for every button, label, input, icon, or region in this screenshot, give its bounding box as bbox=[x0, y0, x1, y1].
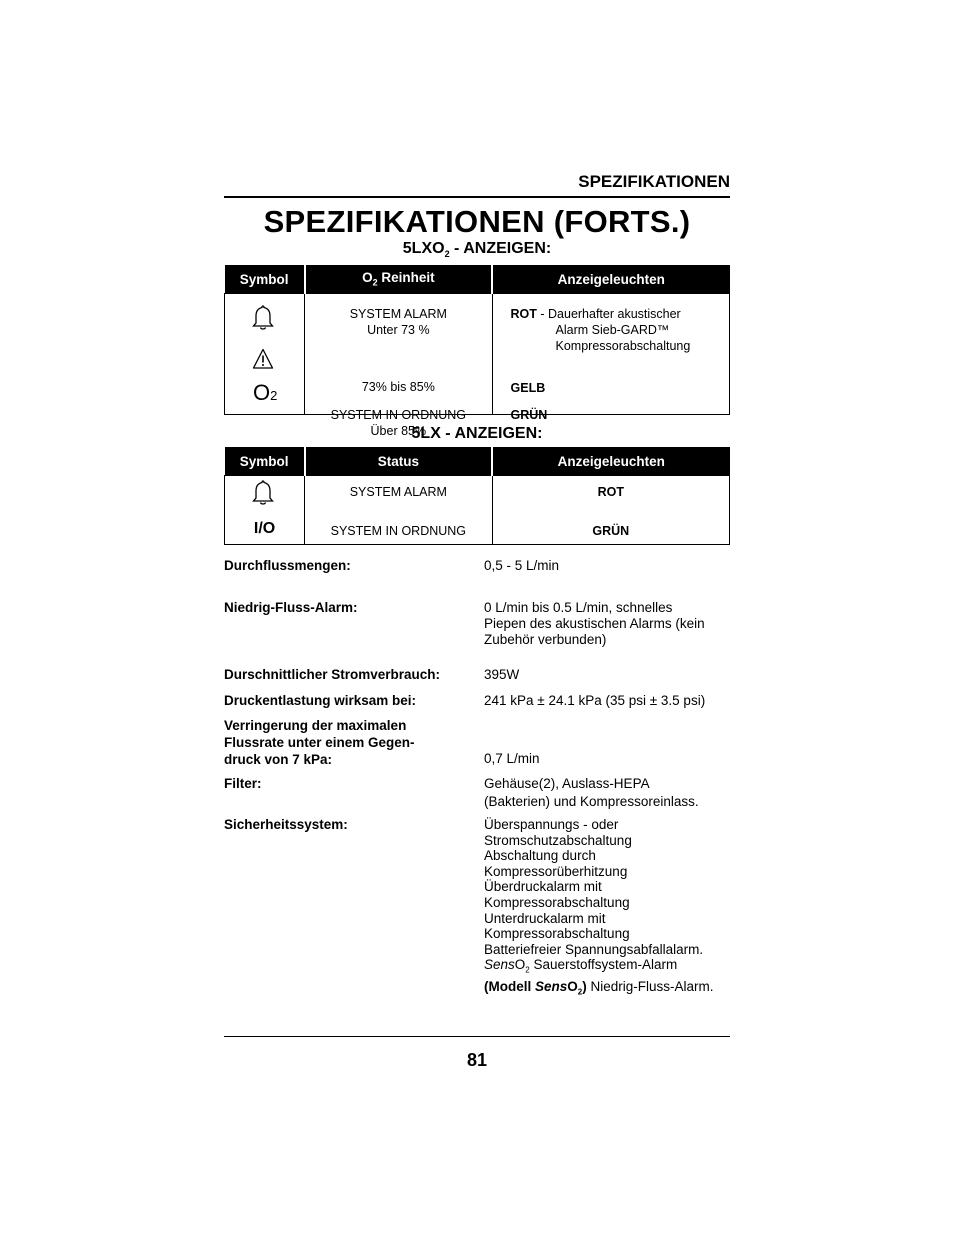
table1-symbol-cell bbox=[225, 294, 305, 415]
table2-col-status: Status bbox=[305, 447, 492, 476]
page-title: SPEZIFIKATIONEN (FORTS.) bbox=[263, 204, 691, 239]
table-row bbox=[225, 294, 730, 415]
spec-flow-value: 0,5 - 5 L/min bbox=[484, 558, 560, 573]
table2-col-symbol: Symbol bbox=[225, 447, 305, 476]
bell-icon bbox=[251, 479, 275, 507]
warning-icon bbox=[252, 348, 274, 370]
table1-header-row bbox=[225, 265, 730, 294]
table1-row2-light: GELB bbox=[510, 381, 546, 395]
table1-status-cell bbox=[305, 294, 492, 438]
page-number: 81 bbox=[466, 1050, 488, 1070]
header-rule bbox=[224, 196, 730, 198]
table1-col-symbol: Symbol bbox=[225, 265, 305, 294]
table1-row1-status: SYSTEM ALARM Unter 73 % bbox=[349, 307, 447, 337]
table-row bbox=[225, 476, 730, 545]
table1-col-purity: $O_2$ Reinheit bbox=[305, 265, 492, 294]
table1-row3-light: GRÜN bbox=[510, 408, 548, 422]
table1-row1-light: ROT - Dauerhafter akustischer Alarm Sieb-GARD™ Kompressorabschaltung bbox=[510, 307, 691, 353]
spec-safety-value: Überspannungs - oder Stromschutzabschaltung Abschaltung durch Kompressorüberhitzung Überdruckalarm mit Kompressorabschaltung Unterdruckalarm mit Kompressorabschaltung Batteriefreier Spannungsabfallalarm. SensO$_2$ Sauerstoffsystem-Alarm (Modell SensO$_2$) Niedrig-Fluss-Alarm. bbox=[484, 817, 714, 997]
table2-caption: 5LX - ANZEIGEN: bbox=[411, 425, 543, 442]
spec-reduction-value: 0,7 L/min bbox=[484, 751, 540, 766]
spec-power-value: 395W bbox=[484, 667, 520, 682]
spec-reduction-label: Verringerung der maximalen Flussrate unter einem Gegen- druck von 7 kPa: bbox=[224, 718, 415, 767]
table-5lx-indicators bbox=[224, 447, 730, 545]
spec-pressure-value: 241 kPa ± 24.1 kPa (35 psi ± 3.5 psi) bbox=[484, 693, 706, 708]
footer-rule bbox=[224, 1036, 730, 1037]
table2-col-lights: Anzeigeleuchten bbox=[492, 447, 729, 476]
section-header: SPEZIFIKATIONEN bbox=[578, 172, 730, 191]
table2-symbol-cell bbox=[225, 476, 305, 545]
table2-row1-light: ROT bbox=[597, 485, 624, 499]
table1-row3-status: SYSTEM IN ORDNUNG Über 85% bbox=[330, 408, 467, 438]
spec-safety-label: Sicherheitssystem: bbox=[224, 817, 348, 832]
table1-row2-status: 73% bis 85% bbox=[361, 380, 435, 394]
power-io-symbol: I/O bbox=[253, 520, 276, 537]
spec-lowflow-label: Niedrig-Fluss-Alarm: bbox=[224, 600, 358, 615]
table2-header-row bbox=[225, 447, 730, 476]
spec-power-label: Durschnittlicher Stromverbrauch: bbox=[224, 667, 441, 682]
table2-row2-status: SYSTEM IN ORDNUNG bbox=[330, 524, 467, 538]
spec-filter-label: Filter: bbox=[224, 776, 262, 791]
spec-lowflow-value: 0 L/min bis 0.5 L/min, schnelles Piepen des akustischen Alarms (kein Zubehör verbunden) bbox=[484, 600, 705, 647]
spec-flow-label: Durchflussmengen: bbox=[224, 558, 351, 573]
spec-pressure-label: Druckentlastung wirksam bei: bbox=[224, 693, 417, 708]
table1-lights-cell bbox=[492, 294, 729, 422]
o2-symbol: O2 bbox=[253, 380, 278, 405]
table2-lights-cell bbox=[492, 476, 729, 545]
bell-icon bbox=[251, 304, 275, 332]
table2-row2-light: GRÜN bbox=[592, 524, 630, 538]
table2-status-cell bbox=[305, 476, 492, 545]
table1-col-lights: Anzeigeleuchten bbox=[492, 265, 729, 294]
table2-row1-status: SYSTEM ALARM bbox=[349, 485, 447, 499]
table1-caption: $5LXO_2$ - ANZEIGEN: bbox=[402, 240, 552, 260]
spec-filter-value: Gehäuse(2), Auslass-HEPA (Bakterien) und Kompressoreinlass. bbox=[484, 776, 699, 809]
